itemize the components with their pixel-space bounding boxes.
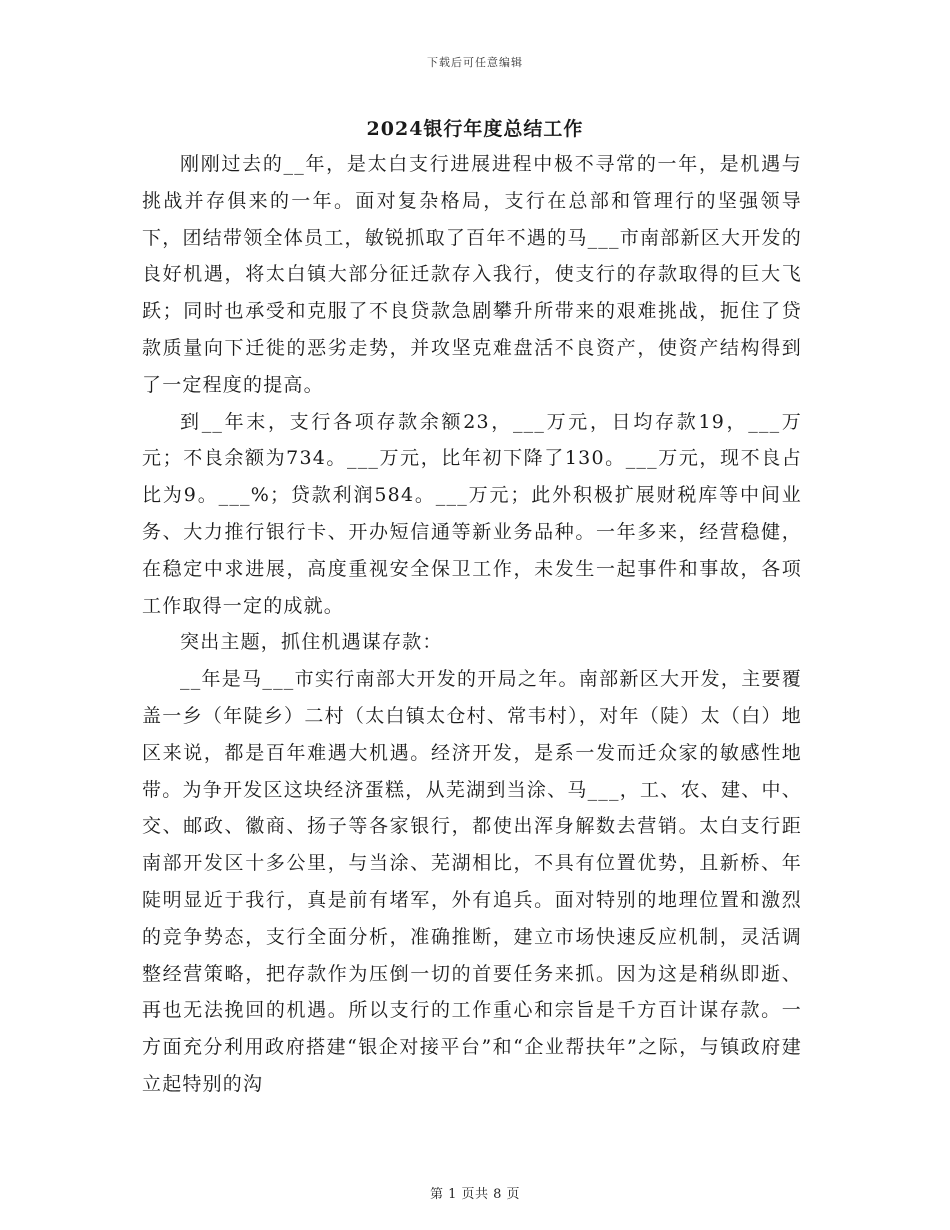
document-body xyxy=(142,146,802,1103)
document-title: 2024银行年度总结工作 xyxy=(366,118,584,140)
header-note: 下载后可任意编辑 xyxy=(427,56,523,69)
page-number: 第 1 页共 8 页 xyxy=(429,1187,521,1202)
paragraph-figures: 到__年末，支行各项存款余额23，___万元，日均存款19，___万元；不良余额为734。___万元，比年初下降了130。___万元，现不良占比为9。___%；贷款利润584。___万元；此外积极扩展财税库等中间业务、大力推行银行卡、开办短信通等新业务品种。一年多来，经营稳健，在稳定中求进展，高度重视安全保卫工作，未发生一起事件和事故，各项工作取得一定的成就。 xyxy=(142,410,802,617)
paragraph-development: __年是马___市实行南部大开发的开局之年。南部新区大开发，主要覆盖一乡（年陡乡）二村（太白镇太仓村、常韦村），对年（陡）太（白）地区来说，都是百年难遇大机遇。经济开发，是系一发而迁众家的敏感性地带。为争开发区这块经济蛋糕，从芜湖到当涂、马___，工、农、建、中、交、邮政、徽商、扬子等各家银行，都使出浑身解数去营销。太白支行距南部开发区十多公里，与当涂、芜湖相比，不具有位置优势，且新桥、年陡明显近于我行，真是前有堵军，外有追兵。面对特别的地理位置和激烈的竞争势态，支行全面分析，准确推断，建立市场快速反应机制，灵活调整经营策略，把存款作为压倒一切的首要任务来抓。因为这是稍纵即逝、再也无法挽回的机遇。所以支行的工作重心和宗旨是千方百计谋存款。一方面充分利用政府搭建“银企对接平台”和“企业帮扶年”之际，与镇政府建立起特别的沟 xyxy=(142,668,802,1095)
paragraph-intro: 刚刚过去的__年，是太白支行进展进程中极不寻常的一年，是机遇与挑战并存俱来的一年。面对复杂格局，支行在总部和管理行的坚强领导下，团结带领全体员工，敏锐抓取了百年不遇的马___市南部新区大开发的良好机遇，将太白镇大部分征迁款存入我行，使支行的存款取得的巨大飞跃；同时也承受和克服了不良贷款急剧攀升所带来的艰难挑战，扼住了贷款质量向下迁徙的恶劣走势，并攻坚克难盘活不良资产，使资产结构得到了一定程度的提高。 xyxy=(142,153,802,396)
paragraph-section-heading: 突出主题，抓住机遇谋存款： xyxy=(180,631,443,654)
